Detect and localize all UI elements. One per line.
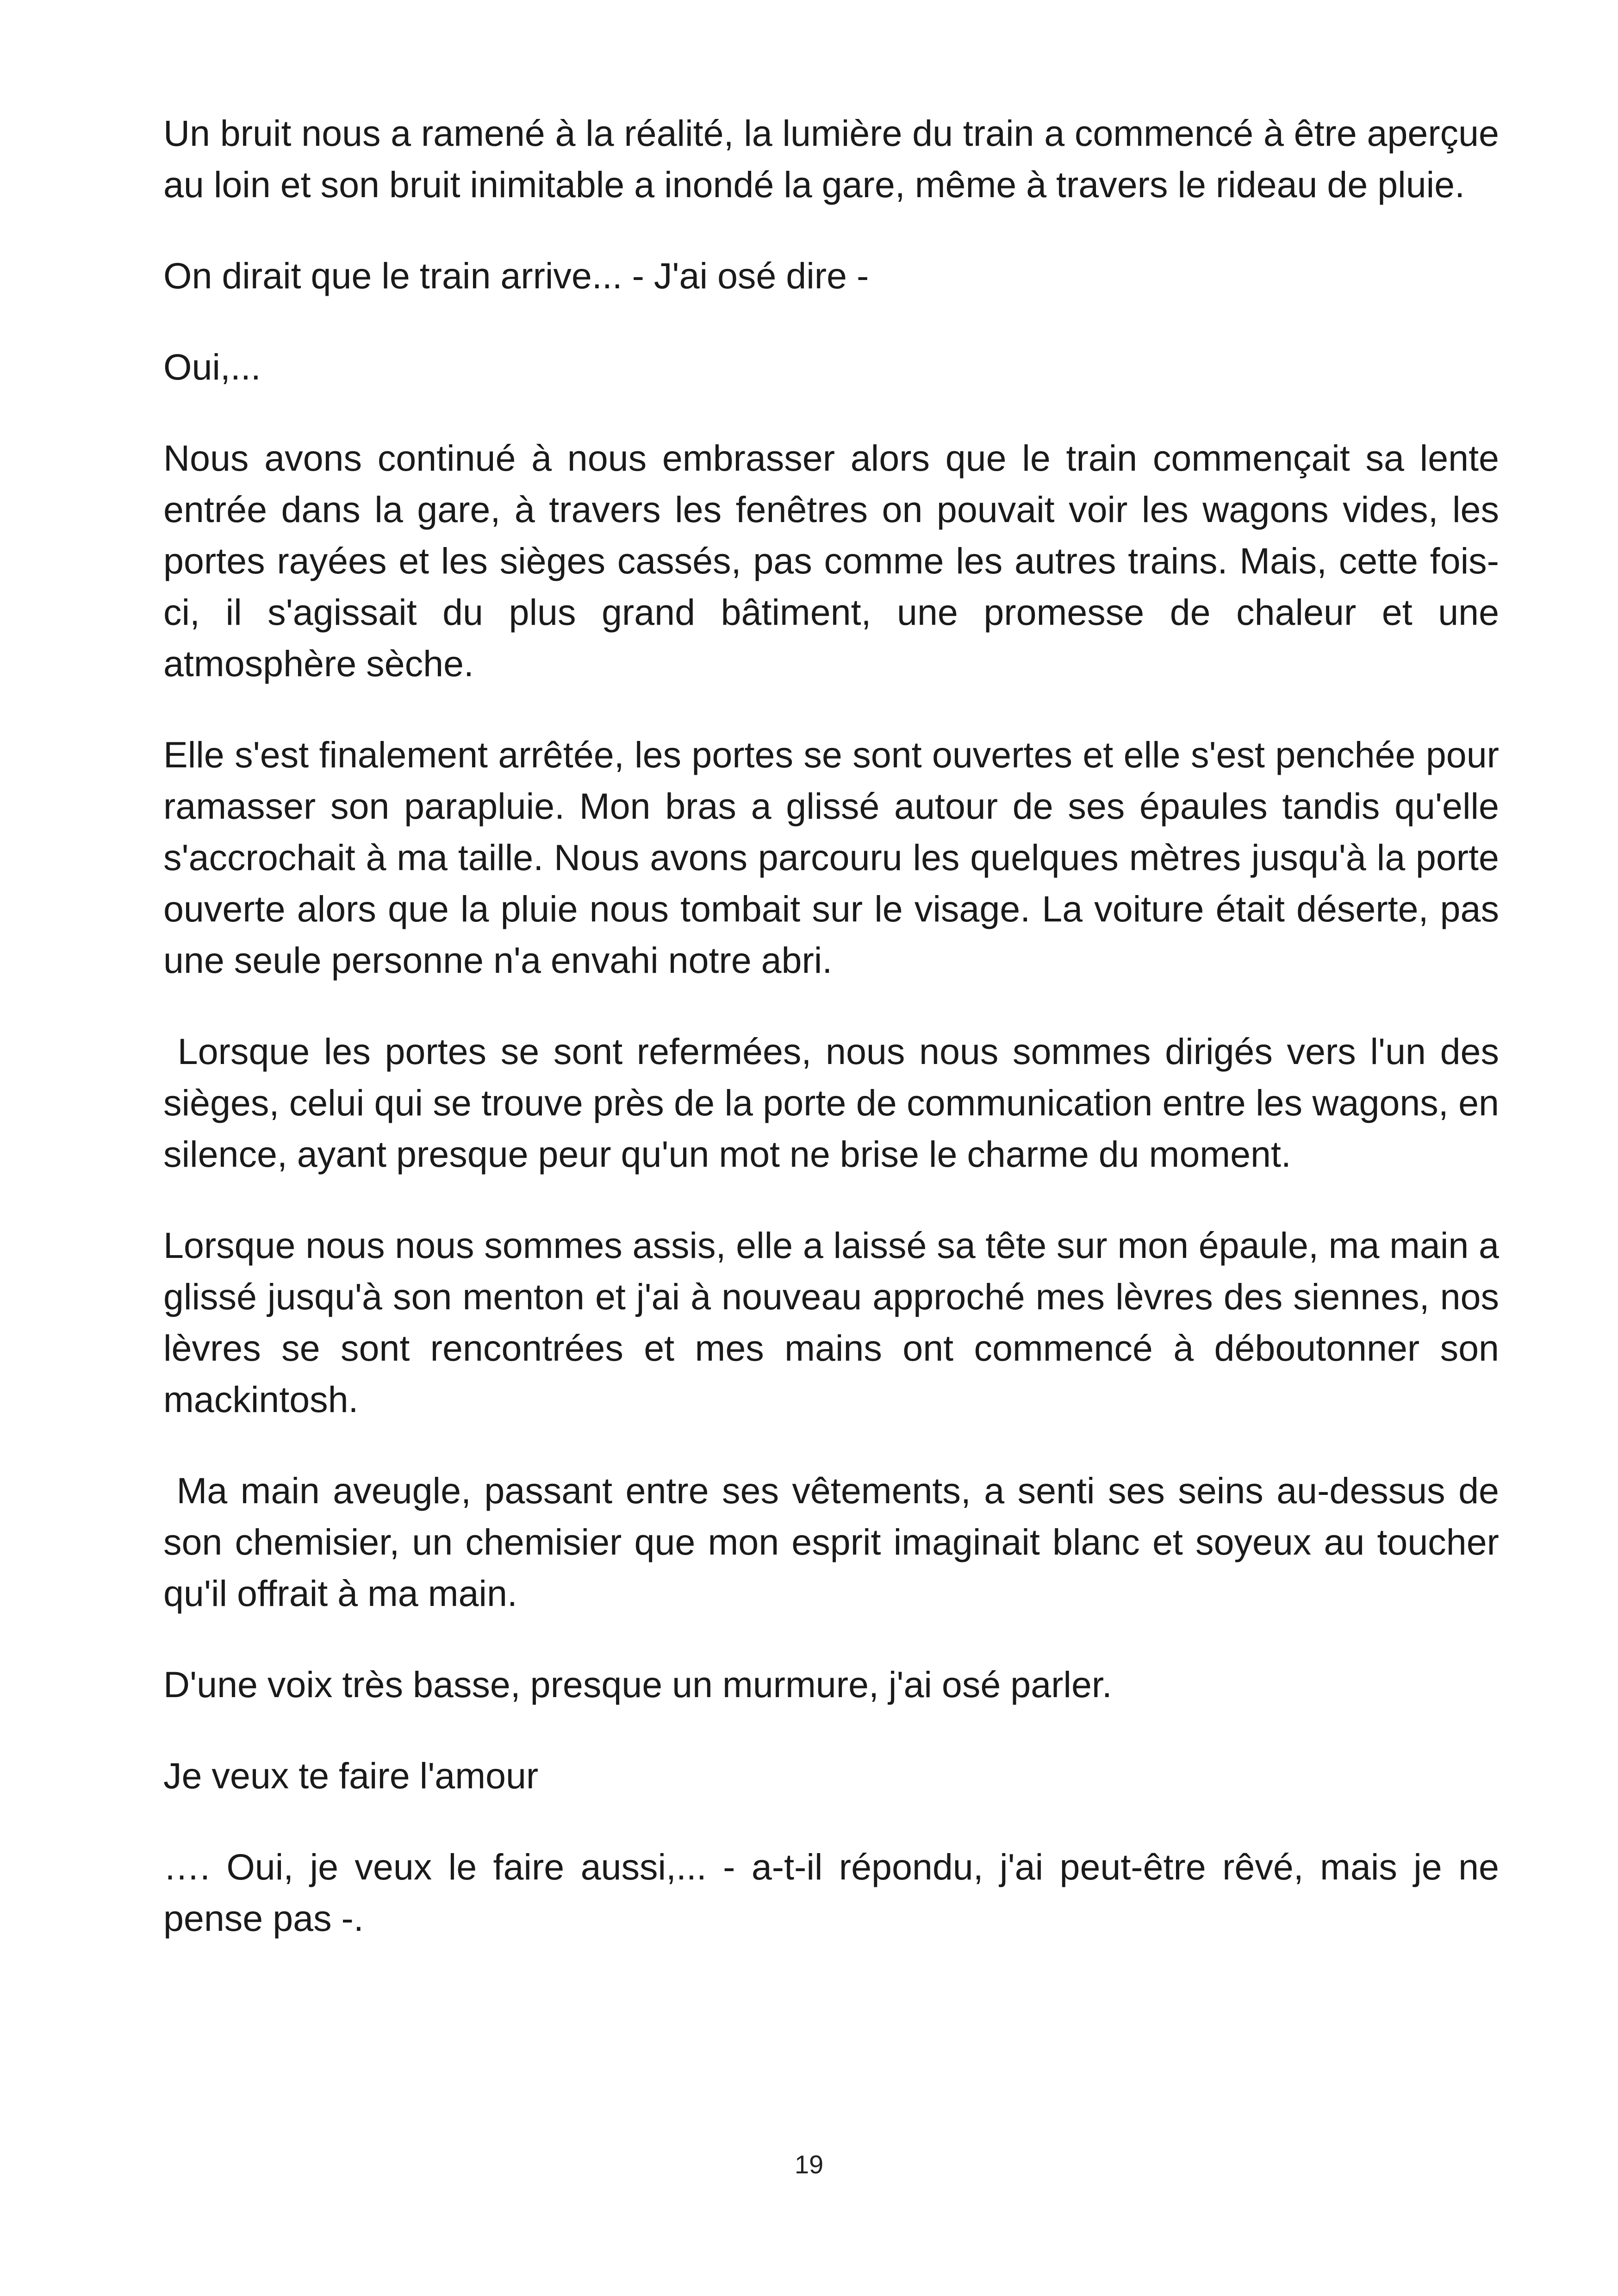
paragraph: Un bruit nous a ramené à la réalité, la lumière du train a commencé à être aperçue au loin et son bruit inimitable a inondé la gare, même à travers le rideau de pluie. [163,112,1509,205]
paragraph: Je veux te faire l'amour [163,1755,539,1796]
body-text [163,107,1509,1984]
paragraph: Oui,... [163,346,261,387]
page-number: 19 [794,2150,824,2179]
paragraph: On dirait que le train arrive... - J'ai osé dire - [163,255,869,296]
paragraph: Nous avons continué à nous embrasser alors que le train commençait sa lente entrée dans la gare, à travers les fenêtres on pouvait voir les wagons vides, les portes rayées et les sièges cassés, pas comme les autres trains. Mais, cette fois-ci, il s'agissait du plus grand bâtiment, une promesse de chaleur et une atmosphère sèche. [163,437,1509,684]
paragraph: …. Oui, je veux le faire aussi,... - a-t-il répondu, j'ai peut-être rêvé, mais je ne pense pas -. [163,1846,1509,1939]
paragraph: Lorsque nous nous sommes assis, elle a laissé sa tête sur mon épaule, ma main a glissé jusqu'à son menton et j'ai à nouveau approché mes lèvres des siennes, nos lèvres se sont rencontrées et mes mains ont commencé à déboutonner son mackintosh. [163,1225,1509,1420]
paragraph: Lorsque les portes se sont refermées, nous nous sommes dirigés vers l'un des sièges, celui qui se trouve près de la porte de communication entre les wagons, en silence, ayant presque peur qu'un mot ne brise le charme du moment. [163,1031,1509,1175]
paragraph: Ma main aveugle, passant entre ses vêtements, a senti ses seins au-dessus de son chemisier, un chemisier que mon esprit imaginait blanc et soyeux au toucher qu'il offrait à ma main. [163,1470,1509,1614]
paragraph: Elle s'est finalement arrêtée, les portes se sont ouvertes et elle s'est penchée pour ramasser son parapluie. Mon bras a glissé autour de ses épaules tandis qu'elle s'accrochait à ma taille. Nous avons parcouru les quelques mètres jusqu'à la porte ouverte alors que la pluie nous tombait sur le visage. La voiture était déserte, pas une seule personne n'a envahi notre abri. [163,734,1509,981]
paragraph: D'une voix très basse, presque un murmure, j'ai osé parler. [163,1664,1112,1705]
